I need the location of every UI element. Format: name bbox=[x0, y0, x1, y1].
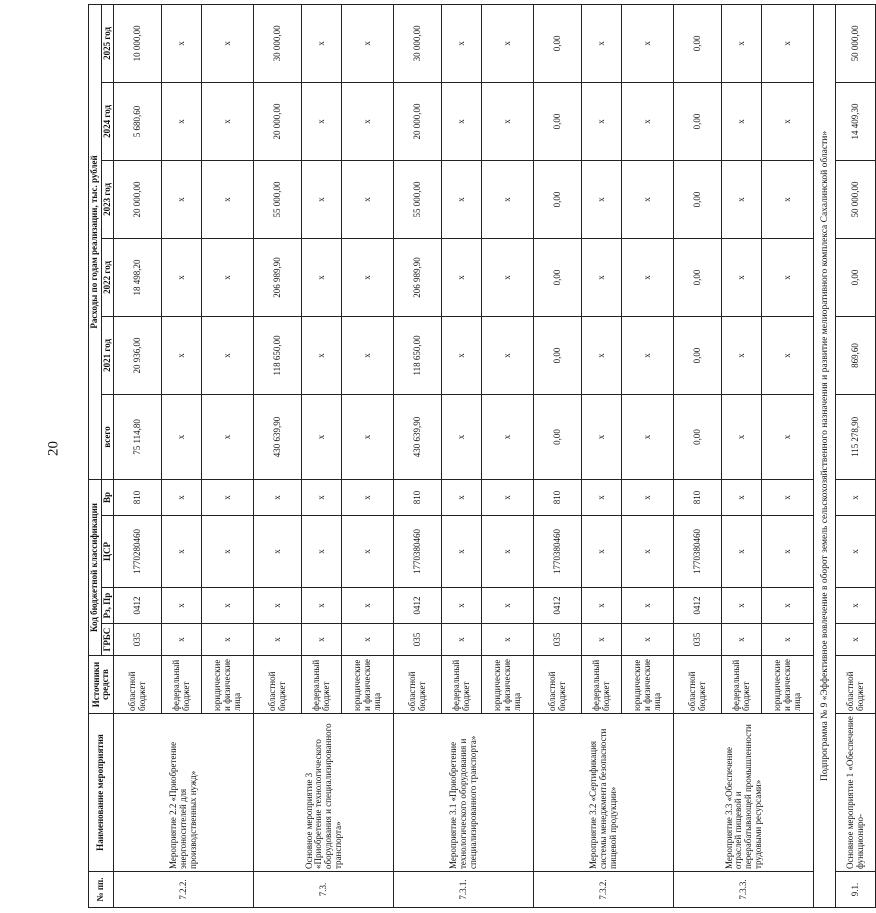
cell-y2022: х bbox=[202, 238, 254, 316]
header-name: Наименование мероприятия bbox=[89, 714, 114, 872]
cell-csr: 1770380460 bbox=[394, 516, 442, 588]
cell-y2024: 14 409,30 bbox=[836, 82, 876, 160]
row-number: 7.3.3. bbox=[674, 872, 814, 908]
cell-grbs: х bbox=[254, 624, 302, 656]
cell-y2021: х bbox=[622, 316, 674, 394]
cell-vr: х bbox=[622, 479, 674, 515]
cell-vr: х bbox=[836, 479, 876, 515]
cell-y2023: х bbox=[582, 160, 622, 238]
table-row bbox=[114, 4, 162, 907]
cell-y2023: 0,00 bbox=[534, 160, 582, 238]
cell-grbs: х bbox=[302, 624, 342, 656]
cell-y2022: х bbox=[622, 238, 674, 316]
cell-y2025: 50 000,00 bbox=[836, 4, 876, 82]
row-number: 7.3.2. bbox=[534, 872, 674, 908]
cell-rzpr: х bbox=[836, 588, 876, 624]
funding-source: юридические и физические лица bbox=[482, 656, 534, 714]
cell-rzpr: х bbox=[342, 588, 394, 624]
cell-y2024: х bbox=[162, 82, 202, 160]
cell-y2024: х bbox=[622, 82, 674, 160]
cell-csr: х bbox=[302, 516, 342, 588]
cell-y2021: 0,00 bbox=[534, 316, 582, 394]
cell-vr: х bbox=[162, 479, 202, 515]
cell-vr: 810 bbox=[674, 479, 722, 515]
cell-y2023: 55 000,00 bbox=[254, 160, 302, 238]
cell-csr: х bbox=[202, 516, 254, 588]
cell-grbs: х bbox=[482, 624, 534, 656]
cell-y2023: х bbox=[342, 160, 394, 238]
header-total: всего bbox=[101, 394, 114, 479]
cell-y2025: х bbox=[722, 4, 762, 82]
activity-name: Мероприятие 2.2 «Приобретение энергоносителей для производственных нужд» bbox=[114, 714, 254, 872]
header-expenses: Расходы по годам реализации, тыс. рублей bbox=[89, 4, 102, 479]
cell-y2022: х bbox=[342, 238, 394, 316]
table-row bbox=[836, 4, 876, 907]
cell-rzpr: х bbox=[202, 588, 254, 624]
cell-y2021: 118 650,00 bbox=[254, 316, 302, 394]
cell-rzpr: 0412 bbox=[114, 588, 162, 624]
cell-vr: х bbox=[302, 479, 342, 515]
funding-source: областной бюджет bbox=[394, 656, 442, 714]
cell-y2024: х bbox=[202, 82, 254, 160]
activity-name: Основное мероприятие 3 «Приобретение технологического оборудования и специализированного транспорта» bbox=[254, 714, 394, 872]
cell-y2025: х bbox=[622, 4, 674, 82]
cell-y2024: х bbox=[762, 82, 814, 160]
cell-y2023: 20 000,00 bbox=[114, 160, 162, 238]
header-no: № пп. bbox=[89, 872, 114, 908]
cell-rzpr: х bbox=[582, 588, 622, 624]
cell-y2022: 0,00 bbox=[674, 238, 722, 316]
cell-rzpr: х bbox=[442, 588, 482, 624]
cell-grbs: х bbox=[762, 624, 814, 656]
cell-y2021: х bbox=[302, 316, 342, 394]
cell-y2021: х bbox=[482, 316, 534, 394]
activity-name: Основное мероприятие 1 «Обеспечение функциониро- bbox=[836, 714, 876, 872]
cell-total: х bbox=[482, 394, 534, 479]
cell-total: х bbox=[722, 394, 762, 479]
cell-total: 75 114,80 bbox=[114, 394, 162, 479]
cell-y2021: 20 936,00 bbox=[114, 316, 162, 394]
header-vr: Вр bbox=[101, 479, 114, 515]
cell-y2025: 30 000,00 bbox=[394, 4, 442, 82]
cell-grbs: х bbox=[162, 624, 202, 656]
table-row bbox=[674, 4, 722, 907]
funding-source: федеральный бюджет bbox=[722, 656, 762, 714]
cell-y2025: х bbox=[442, 4, 482, 82]
cell-rzpr: х bbox=[254, 588, 302, 624]
funding-source: федеральный бюджет bbox=[162, 656, 202, 714]
header-budget-code: Код бюджетной классификации bbox=[89, 479, 102, 655]
funding-source: областной бюджет bbox=[674, 656, 722, 714]
activity-name: Мероприятие 3.3 «Обеспечение отраслей пищевой и перерабатывающей промышленности трудовыми ресурсами» bbox=[674, 714, 814, 872]
cell-y2022: х bbox=[762, 238, 814, 316]
funding-source: юридические и физические лица bbox=[622, 656, 674, 714]
cell-y2024: х bbox=[582, 82, 622, 160]
cell-grbs: 035 bbox=[394, 624, 442, 656]
cell-y2024: 20 000,00 bbox=[394, 82, 442, 160]
cell-y2023: 55 000,00 bbox=[394, 160, 442, 238]
cell-y2023: х bbox=[302, 160, 342, 238]
cell-y2021: х bbox=[762, 316, 814, 394]
funding-source: юридические и физические лица bbox=[762, 656, 814, 714]
cell-y2023: х bbox=[162, 160, 202, 238]
row-number: 7.3. bbox=[254, 872, 394, 908]
cell-total: х bbox=[302, 394, 342, 479]
cell-y2021: х bbox=[582, 316, 622, 394]
cell-y2023: 50 000,00 bbox=[836, 160, 876, 238]
cell-csr: 1770380460 bbox=[674, 516, 722, 588]
row-number: 7.2.2. bbox=[114, 872, 254, 908]
cell-y2023: х bbox=[762, 160, 814, 238]
funding-source: федеральный бюджет bbox=[582, 656, 622, 714]
funding-source: юридические и физические лица bbox=[202, 656, 254, 714]
cell-y2022: 206 989,90 bbox=[394, 238, 442, 316]
cell-rzpr: х bbox=[302, 588, 342, 624]
cell-y2021: х bbox=[162, 316, 202, 394]
cell-vr: х bbox=[202, 479, 254, 515]
table-row bbox=[394, 4, 442, 907]
table-row bbox=[534, 4, 582, 907]
cell-total: х bbox=[582, 394, 622, 479]
cell-y2021: х bbox=[722, 316, 762, 394]
cell-csr: 1770380460 bbox=[534, 516, 582, 588]
cell-y2022: 0,00 bbox=[836, 238, 876, 316]
budget-table bbox=[88, 4, 876, 908]
cell-y2024: 0,00 bbox=[534, 82, 582, 160]
cell-vr: х bbox=[342, 479, 394, 515]
cell-vr: 810 bbox=[534, 479, 582, 515]
cell-y2025: х bbox=[302, 4, 342, 82]
header-2023: 2023 год bbox=[101, 160, 114, 238]
cell-y2024: 20 000,00 bbox=[254, 82, 302, 160]
cell-total: х bbox=[762, 394, 814, 479]
funding-source: областной бюджет bbox=[534, 656, 582, 714]
cell-total: х bbox=[442, 394, 482, 479]
cell-y2025: х bbox=[582, 4, 622, 82]
header-csr: ЦСР bbox=[101, 516, 114, 588]
funding-source: юридические и физические лица bbox=[342, 656, 394, 714]
cell-rzpr: 0412 bbox=[674, 588, 722, 624]
header-2025: 2025 год bbox=[101, 4, 114, 82]
cell-total: 0,00 bbox=[534, 394, 582, 479]
cell-y2022: х bbox=[582, 238, 622, 316]
page-number: 20 bbox=[45, 441, 62, 456]
funding-source: областной бюджет bbox=[836, 656, 876, 714]
cell-csr: х bbox=[582, 516, 622, 588]
table-row bbox=[254, 4, 302, 907]
cell-rzpr: 0412 bbox=[534, 588, 582, 624]
cell-y2024: х bbox=[442, 82, 482, 160]
cell-y2022: х bbox=[482, 238, 534, 316]
cell-csr: х bbox=[442, 516, 482, 588]
cell-y2022: х bbox=[442, 238, 482, 316]
cell-vr: х bbox=[762, 479, 814, 515]
cell-csr: 1770280460 bbox=[114, 516, 162, 588]
row-number: 9.1. bbox=[836, 872, 876, 908]
cell-grbs: х bbox=[342, 624, 394, 656]
cell-rzpr: х bbox=[762, 588, 814, 624]
cell-total: 430 639,90 bbox=[254, 394, 302, 479]
cell-csr: х bbox=[836, 516, 876, 588]
header-2021: 2021 год bbox=[101, 316, 114, 394]
cell-vr: 810 bbox=[394, 479, 442, 515]
funding-source: областной бюджет bbox=[114, 656, 162, 714]
cell-csr: х bbox=[622, 516, 674, 588]
cell-rzpr: х bbox=[622, 588, 674, 624]
cell-grbs: х bbox=[582, 624, 622, 656]
cell-total: 0,00 bbox=[674, 394, 722, 479]
cell-vr: х bbox=[722, 479, 762, 515]
header-2024: 2024 год bbox=[101, 82, 114, 160]
cell-y2023: х bbox=[722, 160, 762, 238]
cell-y2025: 0,00 bbox=[534, 4, 582, 82]
cell-csr: х bbox=[342, 516, 394, 588]
cell-y2021: 118 650,00 bbox=[394, 316, 442, 394]
cell-y2024: х bbox=[722, 82, 762, 160]
cell-total: 430 639,90 bbox=[394, 394, 442, 479]
cell-grbs: 035 bbox=[534, 624, 582, 656]
cell-y2025: х bbox=[482, 4, 534, 82]
cell-y2025: х bbox=[202, 4, 254, 82]
cell-vr: 810 bbox=[114, 479, 162, 515]
cell-y2021: х bbox=[442, 316, 482, 394]
cell-rzpr: х bbox=[482, 588, 534, 624]
cell-y2022: х bbox=[722, 238, 762, 316]
cell-y2021: х bbox=[202, 316, 254, 394]
cell-grbs: х bbox=[442, 624, 482, 656]
cell-y2025: 10 000,00 bbox=[114, 4, 162, 82]
cell-y2023: х bbox=[622, 160, 674, 238]
cell-csr: х bbox=[722, 516, 762, 588]
cell-y2022: 0,00 bbox=[534, 238, 582, 316]
cell-y2025: х bbox=[342, 4, 394, 82]
cell-csr: х bbox=[762, 516, 814, 588]
cell-y2025: х bbox=[762, 4, 814, 82]
cell-grbs: х bbox=[202, 624, 254, 656]
cell-y2025: 30 000,00 bbox=[254, 4, 302, 82]
header-source: Источники средств bbox=[89, 656, 114, 714]
cell-y2024: х bbox=[342, 82, 394, 160]
cell-grbs: х bbox=[836, 624, 876, 656]
cell-y2024: 0,00 bbox=[674, 82, 722, 160]
cell-csr: х bbox=[254, 516, 302, 588]
cell-total: х bbox=[202, 394, 254, 479]
cell-csr: х bbox=[162, 516, 202, 588]
header-2022: 2022 год bbox=[101, 238, 114, 316]
cell-grbs: х bbox=[722, 624, 762, 656]
cell-y2024: 5 680,60 bbox=[114, 82, 162, 160]
cell-y2022: 18 498,20 bbox=[114, 238, 162, 316]
cell-rzpr: 0412 bbox=[394, 588, 442, 624]
cell-y2025: 0,00 bbox=[674, 4, 722, 82]
cell-vr: х bbox=[482, 479, 534, 515]
cell-y2023: 0,00 bbox=[674, 160, 722, 238]
cell-grbs: 035 bbox=[114, 624, 162, 656]
cell-y2022: х bbox=[302, 238, 342, 316]
cell-vr: х bbox=[254, 479, 302, 515]
cell-y2022: х bbox=[162, 238, 202, 316]
cell-vr: х bbox=[582, 479, 622, 515]
cell-total: х bbox=[342, 394, 394, 479]
cell-y2023: х bbox=[202, 160, 254, 238]
cell-y2023: х bbox=[482, 160, 534, 238]
cell-y2022: 206 989,90 bbox=[254, 238, 302, 316]
activity-name: Мероприятие 3.2 «Сертификация системы менеджмента безопасности пищевой продукции» bbox=[534, 714, 674, 872]
row-number: 7.3.1. bbox=[394, 872, 534, 908]
cell-total: 115 278,90 bbox=[836, 394, 876, 479]
activity-name: Мероприятие 3.1 «Приобретение технологического оборудования и специализированного транспорта» bbox=[394, 714, 534, 872]
cell-csr: х bbox=[482, 516, 534, 588]
header-row-1 bbox=[89, 4, 102, 907]
cell-y2021: х bbox=[342, 316, 394, 394]
cell-y2021: 0,00 bbox=[674, 316, 722, 394]
cell-rzpr: х bbox=[162, 588, 202, 624]
header-rzpr: Рз, Пр bbox=[101, 588, 114, 624]
subprogram-title: Подпрограмма № 9 «Эффективное вовлечение в оборот земель сельскохозяйственного назначения и развитие мелиоративного комплекса Сахалинской области» bbox=[814, 4, 836, 907]
cell-grbs: 035 bbox=[674, 624, 722, 656]
subprogram-row bbox=[814, 4, 836, 907]
cell-y2024: х bbox=[302, 82, 342, 160]
header-grbs: ГРБС bbox=[101, 624, 114, 656]
cell-grbs: х bbox=[622, 624, 674, 656]
cell-y2025: х bbox=[162, 4, 202, 82]
cell-total: х bbox=[162, 394, 202, 479]
cell-y2023: х bbox=[442, 160, 482, 238]
cell-total: х bbox=[622, 394, 674, 479]
cell-y2024: х bbox=[482, 82, 534, 160]
cell-vr: х bbox=[442, 479, 482, 515]
cell-y2021: 869,60 bbox=[836, 316, 876, 394]
funding-source: федеральный бюджет bbox=[442, 656, 482, 714]
cell-rzpr: х bbox=[722, 588, 762, 624]
funding-source: областной бюджет bbox=[254, 656, 302, 714]
funding-source: федеральный бюджет bbox=[302, 656, 342, 714]
